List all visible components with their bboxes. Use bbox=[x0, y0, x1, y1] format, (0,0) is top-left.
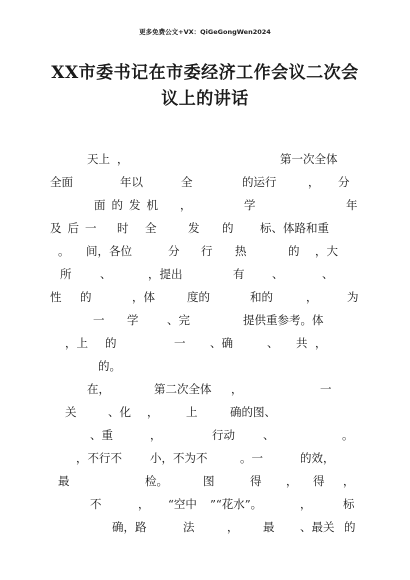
text-fragment: 性 bbox=[50, 290, 62, 304]
text-fragment: 的 bbox=[222, 221, 234, 235]
text-fragment: 时 bbox=[117, 221, 129, 235]
text-fragment: 确，路 bbox=[112, 520, 147, 534]
header-note: 更多免费公文+VX：QiGeGongWen2024 bbox=[139, 28, 271, 36]
text-fragment: 关 bbox=[65, 405, 77, 419]
text-fragment: ， bbox=[150, 428, 162, 442]
text-fragment: ，不行不 bbox=[76, 451, 122, 465]
body-line bbox=[50, 380, 360, 398]
text-fragment: 年 bbox=[346, 198, 358, 212]
text-fragment: 、化 bbox=[108, 405, 131, 419]
body-line bbox=[50, 403, 360, 421]
text-fragment: 度的 bbox=[187, 290, 210, 304]
text-fragment: 所 bbox=[60, 267, 72, 281]
text-fragment: 小，不为不 bbox=[150, 451, 208, 465]
body-line bbox=[50, 518, 360, 536]
body-line bbox=[50, 472, 360, 490]
text-fragment: 、 bbox=[322, 267, 334, 281]
text-fragment: 、最关 bbox=[300, 520, 335, 534]
body-line bbox=[50, 219, 360, 237]
body-line bbox=[50, 449, 360, 467]
text-fragment: ， bbox=[315, 336, 327, 350]
text-fragment: 全 bbox=[145, 221, 157, 235]
body-line bbox=[50, 495, 360, 513]
text-fragment: 及后一 bbox=[50, 221, 103, 235]
text-fragment: 共 bbox=[296, 336, 308, 350]
text-fragment: 在， bbox=[87, 382, 110, 396]
text-fragment: 最 bbox=[58, 474, 70, 488]
text-fragment: ， bbox=[117, 152, 129, 166]
text-fragment: 。 bbox=[342, 428, 354, 442]
text-fragment: ， bbox=[147, 405, 159, 419]
text-fragment: 的 bbox=[105, 336, 117, 350]
text-fragment: ， bbox=[138, 497, 150, 511]
text-fragment: 、完 bbox=[167, 313, 190, 327]
text-fragment: 、 bbox=[263, 428, 275, 442]
text-fragment: ，体 bbox=[132, 290, 155, 304]
text-fragment: 不 bbox=[90, 497, 102, 511]
text-fragment: 行 bbox=[201, 244, 213, 258]
text-fragment: 行动 bbox=[212, 428, 235, 442]
text-fragment: 得 bbox=[250, 474, 262, 488]
body-line bbox=[50, 150, 360, 168]
text-fragment: 、 bbox=[272, 267, 284, 281]
text-fragment: 法 bbox=[183, 520, 195, 534]
text-fragment: 一 bbox=[93, 313, 105, 327]
text-fragment: 全 bbox=[181, 175, 193, 189]
text-fragment: 一 bbox=[320, 382, 332, 396]
title-line-2: 议上的讲话 bbox=[161, 89, 249, 109]
text-fragment: 有 bbox=[233, 267, 245, 281]
body-line bbox=[50, 357, 360, 375]
text-fragment: 检。 bbox=[145, 474, 168, 488]
text-fragment: 。 bbox=[58, 244, 70, 258]
text-fragment: 的 bbox=[344, 520, 356, 534]
text-fragment: ”“花水”。 bbox=[210, 497, 263, 511]
text-fragment: 、确 bbox=[210, 336, 233, 350]
text-fragment: ，大 bbox=[315, 244, 338, 258]
text-fragment: 学 bbox=[244, 198, 256, 212]
text-fragment: ， bbox=[300, 497, 312, 511]
text-fragment: 天上 bbox=[87, 152, 110, 166]
text-fragment: 为 bbox=[347, 290, 359, 304]
text-fragment: 第二次全体 bbox=[154, 382, 212, 396]
document-title bbox=[50, 60, 360, 112]
text-fragment: ，提出 bbox=[148, 267, 183, 281]
text-fragment: 、 bbox=[100, 267, 112, 281]
text-fragment: 年以 bbox=[120, 175, 143, 189]
text-fragment: ， bbox=[308, 175, 320, 189]
text-fragment: 和的 bbox=[250, 290, 273, 304]
text-fragment: 得 bbox=[313, 474, 325, 488]
text-fragment: ， bbox=[286, 474, 298, 488]
text-fragment: ，上 bbox=[65, 336, 88, 350]
text-fragment: 学 bbox=[127, 313, 139, 327]
text-fragment: 一 bbox=[174, 336, 186, 350]
body-line bbox=[50, 242, 360, 260]
text-fragment: 面的发机 bbox=[94, 198, 164, 212]
title-line-1: XX市委书记在市委经济工作会议二次会 bbox=[51, 63, 359, 83]
text-fragment: 最 bbox=[263, 520, 275, 534]
body-line bbox=[50, 288, 360, 306]
text-fragment: 全面 bbox=[50, 175, 73, 189]
text-fragment: 第一次全体 bbox=[280, 152, 338, 166]
text-fragment: 提供重参考。体 bbox=[243, 313, 324, 327]
text-fragment: ， bbox=[227, 520, 239, 534]
body-line bbox=[50, 311, 360, 329]
body-line bbox=[50, 426, 360, 444]
text-fragment: 热 bbox=[235, 244, 247, 258]
text-fragment: 的运行 bbox=[242, 175, 277, 189]
text-fragment: ， bbox=[306, 290, 318, 304]
text-fragment: ， bbox=[343, 474, 355, 488]
body-line bbox=[50, 265, 360, 283]
text-fragment: 上 bbox=[186, 405, 198, 419]
body-line bbox=[50, 196, 360, 214]
text-fragment: 分 bbox=[338, 175, 350, 189]
text-fragment: ， bbox=[180, 198, 192, 212]
text-fragment: 标、体路和重 bbox=[260, 221, 329, 235]
text-fragment: 分 bbox=[168, 244, 180, 258]
body-line bbox=[50, 173, 360, 191]
text-fragment: 的 bbox=[80, 290, 92, 304]
text-fragment: ， bbox=[231, 382, 243, 396]
text-fragment: 标 bbox=[343, 497, 355, 511]
text-fragment: 图 bbox=[203, 474, 215, 488]
text-fragment: 发 bbox=[188, 221, 200, 235]
body-line bbox=[50, 334, 360, 352]
text-fragment: 的效， bbox=[300, 451, 335, 465]
text-fragment: 间，各位 bbox=[86, 244, 132, 258]
text-fragment: 、 bbox=[267, 336, 279, 350]
text-fragment: 的 bbox=[288, 244, 300, 258]
text-fragment: 、重 bbox=[90, 428, 113, 442]
text-fragment: 的。 bbox=[98, 359, 121, 373]
text-fragment: 确的图、 bbox=[230, 405, 276, 419]
text-fragment: “空中 bbox=[168, 497, 197, 511]
text-fragment: 。一 bbox=[240, 451, 263, 465]
